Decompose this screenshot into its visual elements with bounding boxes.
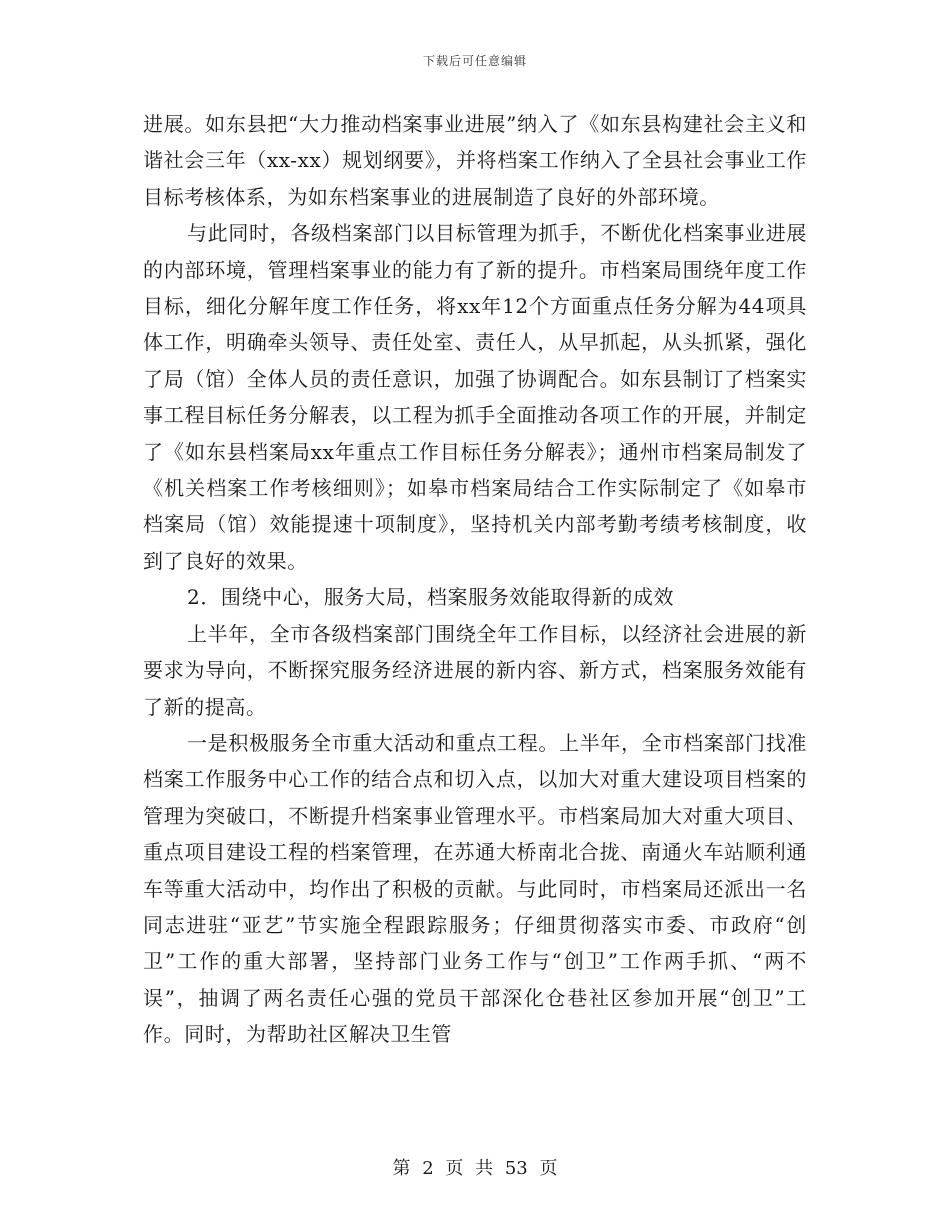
paragraph-3: 上半年，全市各级档案部门围绕全年工作目标，以经济社会进展的新要求为导向，不断探究服务经济进展的新内容、新方式，档案服务效能有了新的提高。 xyxy=(143,621,807,719)
page-header: 下载后可任意编辑 xyxy=(422,54,527,68)
paragraph-4: 一是积极服务全市重大活动和重点工程。上半年，全市档案部门找准档案工作服务中心工作的结合点和切入点，以加大对重大建设项目档案的管理为突破口，不断提升档案事业管理水平。市档案局加大对重大项目、重点项目建设工程的档案管理，在苏通大桥南北合拢、南通火车站顺利通车等重大活动中，均作出了积极的贡献。与此同时，市档案局还派出一名同志进驻“亚艺”节实施全程跟踪服务；仔细贯彻落实市委、市政府“创卫”工作的重大部署，坚持部门业务工作与“创卫”工作两手抓、“两不误”，抽调了两名责任心强的党员干部深化仓巷社区参加开展“创卫”工作。同时，为帮助社区解决卫生管 xyxy=(143,730,807,1047)
section-heading: 2．围绕中心，服务大局，档案服务效能取得新的成效 xyxy=(187,585,675,610)
paragraph-1: 进展。如东县把“大力推动档案事业进展”纳入了《如东县构建社会主义和谐社会三年（xx-xx）规划纲要》，并将档案工作纳入了全县社会事业工作目标考核体系，为如东档案事业的进展制造了良好的外部环境。 xyxy=(143,112,807,209)
page-number-footer: 第 2 页 共 53 页 xyxy=(392,1158,558,1179)
document-body xyxy=(143,106,807,1053)
paragraph-2: 与此同时，各级档案部门以目标管理为抓手，不断优化档案事业进展的内部环境，管理档案事业的能力有了新的提升。市档案局围绕年度工作目标，细化分解年度工作任务，将xx年12个方面重点任务分解为44项具体工作，明确牵头领导、责任处室、责任人，从早抓起，从头抓紧，强化了局（馆）全体人员的责任意识，加强了协调配合。如东县制订了档案实事工程目标任务分解表，以工程为抓手全面推动各项工作的开展，并制定了《如东县档案局xx年重点工作目标任务分解表》；通州市档案局制发了《机关档案工作考核细则》；如皋市档案局结合工作实际制定了《如皋市档案局（馆）效能提速十项制度》，坚持机关内部考勤考绩考核制度，收到了良好的效果。 xyxy=(143,221,807,573)
